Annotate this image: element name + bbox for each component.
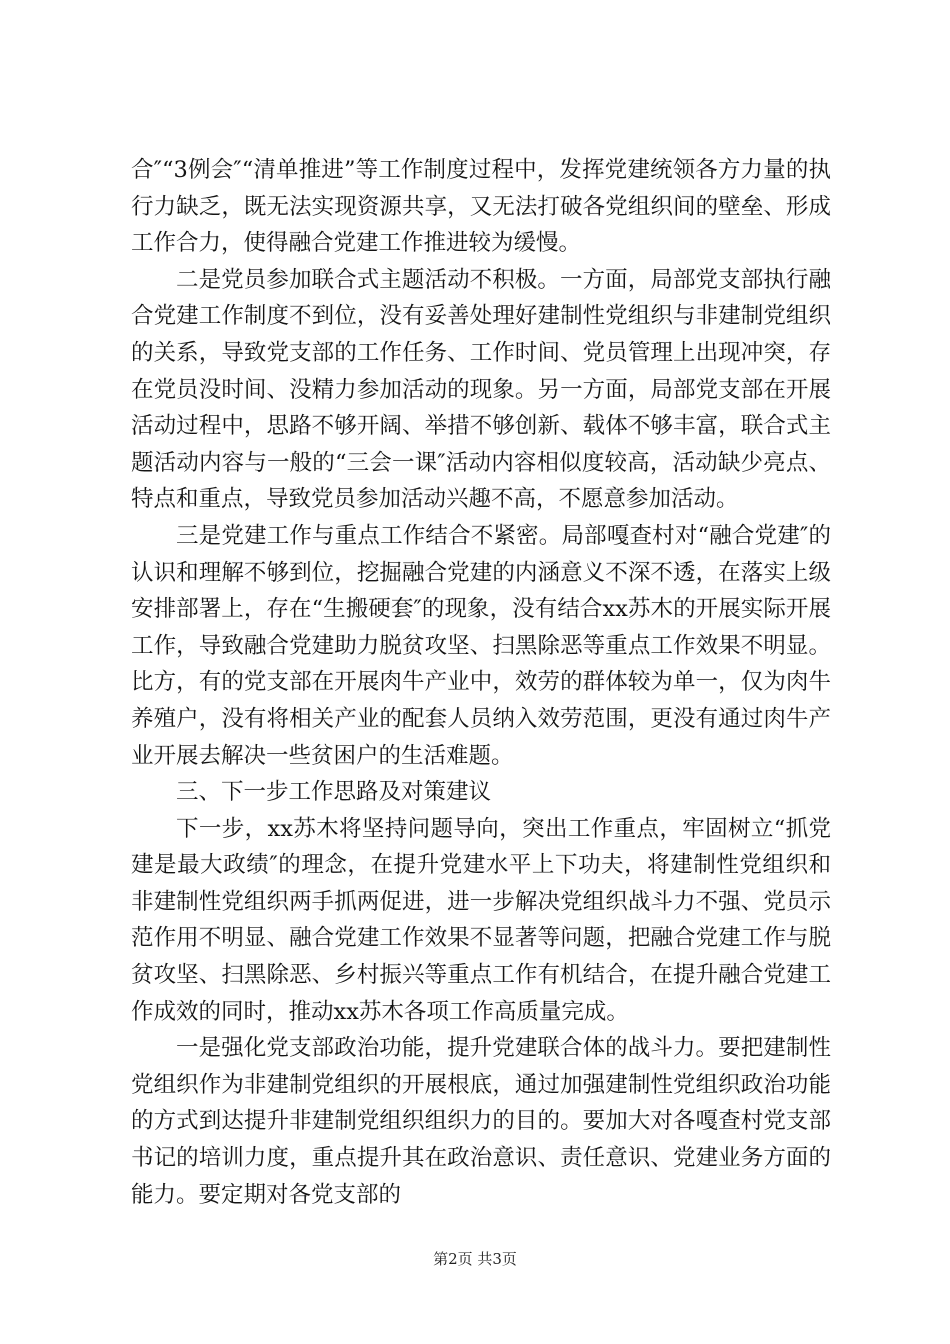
paragraph-2: 二是党员参加联合式主题活动不积极。一方面，局部党支部执行融合党建工作制度不到位，没有妥善处理好建制性党组织与非建制党组织的关系，导致党支部的工作任务、工作时间、党员管理上出现冲突，存在党员没时间、没精力参加活动的现象。另一方面，局部党支部在开展活动过程中，思路不够开阔、举措不够创新、载体不够丰富，联合式主题活动内容与一般的“三会一课″活动内容相似度较高，活动缺少亮点、特点和重点，导致党员参加活动兴趣不高，不愿意参加活动。 — [131, 266, 831, 513]
paragraph-5: 一是强化党支部政治功能，提升党建联合体的战斗力。要把建制性党组织作为非建制党组织的开展根底，通过加强建制性党组织政治功能的方式到达提升非建制党组织组织力的目的。要加大对各嘎查村党支部书记的培训力度，重点提升其在政治意识、责任意识、党建业务方面的能力。要定期对各党支部的 — [131, 1035, 831, 1208]
section-heading: 三、下一步工作思路及对策建议 — [176, 779, 492, 806]
page-number-footer: 第2页 共3页 — [433, 1250, 517, 1268]
paragraph-1: 合″“3例会″“清单推进”等工作制度过程中，发挥党建统领各方力量的执行力缺乏，既无法实现资源共享，又无法打破各党组织间的壁垒、形成工作合力，使得融合党建工作推进较为缓慢。 — [131, 157, 831, 257]
paragraph-3: 三是党建工作与重点工作结合不紧密。局部嘎查村对“融合党建″的认识和理解不够到位，挖掘融合党建的内涵意义不深不透，在落实上级安排部署上，存在“生搬硬套″的现象，没有结合xx苏木的开展实际开展工作，导致融合党建助力脱贫攻坚、扫黑除恶等重点工作效果不明显。比方，有的党支部在开展肉牛产业中，效劳的群体较为单一，仅为肉牛养殖户，没有将相关产业的配套人员纳入效劳范围，更没有通过肉牛产业开展去解决一些贫困户的生活难题。 — [131, 522, 831, 769]
document-body — [131, 152, 831, 1213]
paragraph-4: 下一步，xx苏木将坚持问题导向，突出工作重点，牢固树立“抓党建是最大政绩″的理念，在提升党建水平上下功夫，将建制性党组织和非建制性党组织两手抓两促进，进一步解决党组织战斗力不强、党员示范作用不明显、融合党建工作效果不显著等问题，把融合党建工作与脱贫攻坚、扫黑除恶、乡村振兴等重点工作有机结合，在提升融合党建工作成效的同时，推动xx苏木各项工作高质量完成。 — [131, 815, 831, 1025]
